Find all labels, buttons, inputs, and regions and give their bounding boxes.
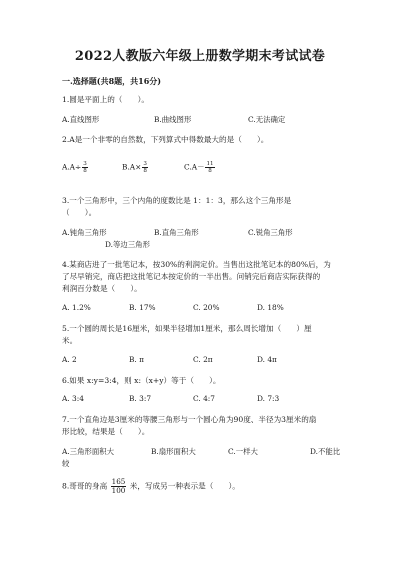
question-7-option-d-continued[interactable]: 较 — [62, 459, 70, 468]
question-3-stem-line-1: 3.一个三角形中，三个内角的度数比是 1：1：3，那么这个三角形是 — [62, 196, 292, 205]
question-5-stem-line-1: 5.一个圆的周长是16厘米，如果半径增加1厘米，那么周长增加（ ）厘 — [62, 324, 312, 333]
option-a-prefix: A.A÷ — [62, 162, 82, 172]
question-7-option-d[interactable]: D.不能比 — [310, 447, 341, 456]
section-heading: 一.选择题(共8题，共16分) — [62, 76, 162, 86]
question-6-option-c[interactable]: C. 4:7 — [193, 394, 215, 403]
numerator: 3 — [83, 161, 87, 167]
numerator: 165 — [111, 477, 126, 486]
denominator: 8 — [83, 168, 87, 174]
question-5-option-d[interactable]: D. 4π — [257, 355, 277, 364]
denominator: 100 — [111, 486, 126, 495]
question-6-option-d[interactable]: D. 7:3 — [257, 394, 280, 403]
fraction — [205, 161, 214, 174]
question-6-option-a[interactable]: A. 3:4 — [62, 394, 84, 403]
question-3-option-b[interactable]: B.直角三角形 — [154, 228, 199, 237]
option-b-prefix: B.A× — [122, 162, 142, 172]
question-2-option-a[interactable] — [62, 161, 89, 174]
question-3-stem-line-2: （ ）。 — [62, 208, 97, 217]
question-8-prefix: 8.哥哥的身高 — [62, 481, 108, 491]
question-3-option-d[interactable]: D.等边三角形 — [105, 240, 150, 249]
fraction — [82, 161, 88, 174]
question-5-option-b[interactable]: B. π — [129, 355, 144, 364]
exam-title: 2022人教版六年级上册数学期末考试试卷 — [74, 49, 326, 64]
question-4-option-a[interactable]: A. 1.2% — [62, 303, 91, 312]
fraction — [142, 161, 148, 174]
question-7-stem-line-2: 形比较，结果是（ ）。 — [62, 427, 150, 436]
question-1-stem: 1.圆是平面上的（ ）。 — [62, 95, 149, 104]
question-4-option-d[interactable]: D. 18% — [257, 303, 284, 312]
question-6-stem: 6.如果 x:y=3:4，则 x:（x+y）等于（ ）。 — [62, 376, 221, 385]
question-8-stem — [62, 478, 240, 495]
question-5-option-c[interactable]: C. 2π — [193, 355, 213, 364]
denominator: 8 — [208, 168, 212, 174]
question-1-option-c[interactable]: C.无法确定 — [248, 115, 286, 124]
question-3-option-a[interactable]: A.钝角三角形 — [62, 228, 107, 237]
question-4-option-b[interactable]: B. 17% — [129, 303, 156, 312]
question-2-option-c[interactable] — [184, 161, 216, 174]
question-4-stem-line-2: 了尽早销完，商店把这批笔记本按定价的一半出售。问销完后商店实际获得的 — [62, 272, 321, 281]
question-2-option-b[interactable] — [122, 161, 149, 174]
numerator: 3 — [143, 161, 147, 167]
question-6-option-b[interactable]: B. 3:7 — [129, 394, 152, 403]
question-1-option-a[interactable]: A.直线图形 — [62, 115, 100, 124]
denominator: 8 — [143, 168, 147, 174]
numerator: 11 — [206, 161, 214, 167]
question-5-stem-line-2: 米。 — [62, 336, 78, 345]
question-2-stem: 2.A是一个非零的自然数，下列算式中得数最大的是（ ）。 — [62, 135, 269, 144]
height-fraction — [111, 478, 127, 495]
option-c-prefix: C.A－ — [184, 162, 205, 172]
question-7-option-c[interactable]: C.一样大 — [228, 447, 258, 456]
question-8-suffix: 米，写成另一种表示是（ ）。 — [129, 481, 240, 491]
question-4-stem-line-3: 利润百分数是（ ）。 — [62, 284, 142, 293]
question-7-option-b[interactable]: B.扇形面积大 — [151, 447, 196, 456]
question-1-option-b[interactable]: B.曲线图形 — [154, 115, 192, 124]
question-7-stem-line-1: 7.一个直角边是3厘米的等腰三角形与一个圆心角为90度、半径为3厘米的扇 — [62, 415, 317, 424]
question-5-option-a[interactable]: A. 2 — [62, 355, 77, 364]
question-4-stem-line-1: 4.某商店进了一批笔记本，按30%的利润定价。当售出这批笔记本的80%后，为 — [62, 260, 331, 269]
question-4-option-c[interactable]: C. 20% — [193, 303, 220, 312]
question-7-option-a[interactable]: A.三角形面积大 — [62, 447, 115, 456]
question-3-option-c[interactable]: C.锐角三角形 — [248, 228, 293, 237]
